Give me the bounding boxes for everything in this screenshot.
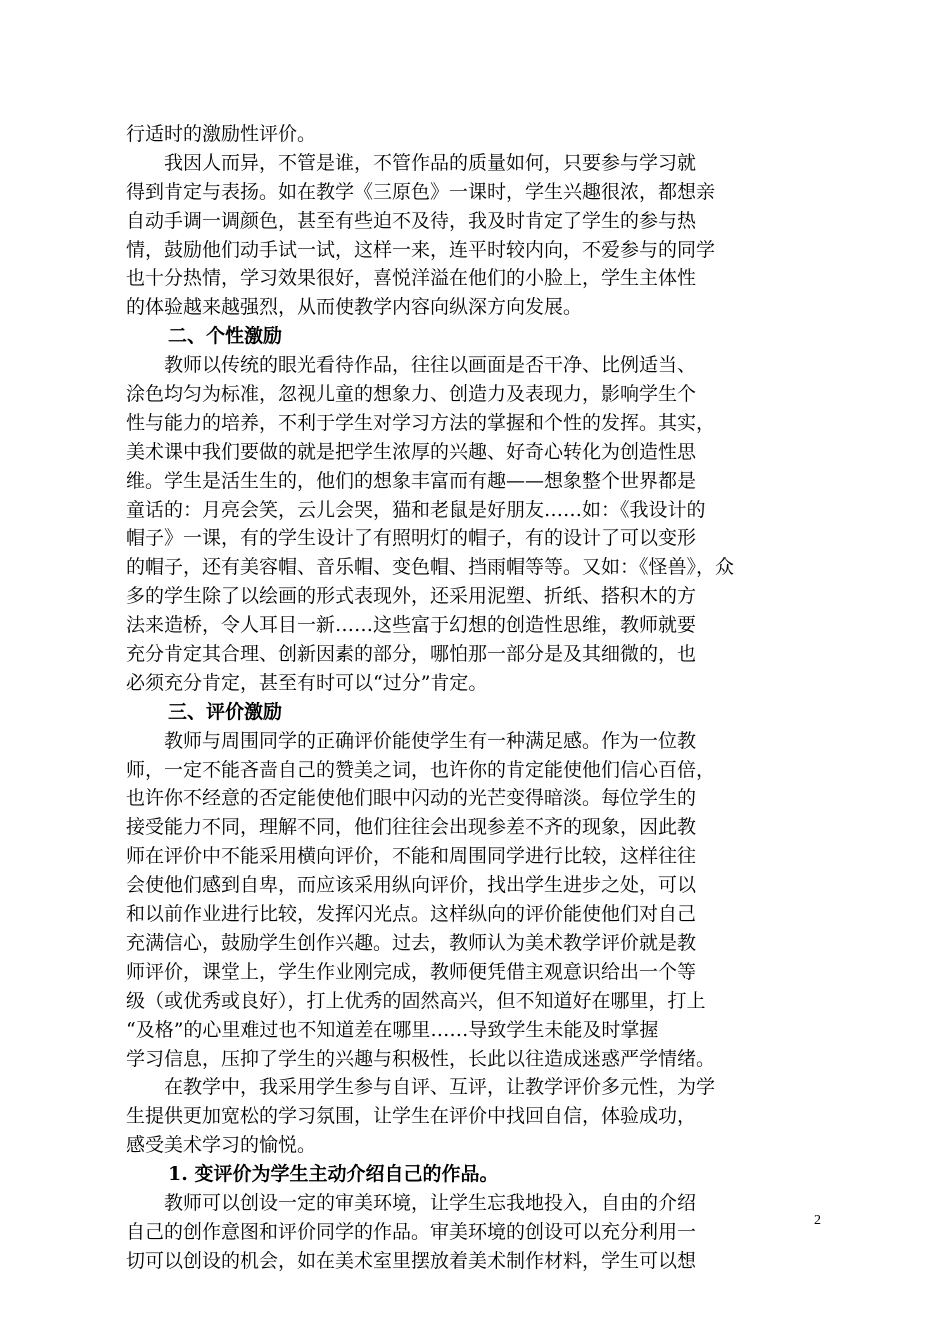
text-line: 维。学生是活生生的，他们的想象丰富而有趣——想象整个世界都是 xyxy=(126,469,697,492)
text-line: 帽子》一课，有的学生设计了有照明灯的帽子，有的设计了可以变形 xyxy=(126,527,697,550)
text-line: 我因人而异，不管是谁，不管作品的质量如何，只要参与学习就 xyxy=(126,151,697,174)
text-line: 师评价，课堂上，学生作业刚完成，教师便凭借主观意识给出一个等 xyxy=(126,960,697,983)
text-line: 法来造桥，令人耳目一新……这些富于幻想的创造性思维，教师就要 xyxy=(126,614,697,637)
text-line: 感受美术学习的愉悦。 xyxy=(126,1134,317,1157)
text-line: 美术课中我们要做的就是把学生浓厚的兴趣、好奇心转化为创造性思 xyxy=(126,440,697,463)
text-line: 涂色均匀为标准，忽视儿童的想象力、创造力及表现力，影响学生个 xyxy=(126,383,697,406)
text-line: 切可以创设的机会，如在美术室里摆放着美术制作材料，学生可以想 xyxy=(126,1249,697,1272)
text-line: 得到肯定与表扬。如在教学《三原色》一课时，学生兴趣很浓，都想亲 xyxy=(126,180,716,203)
subsection-heading: 1. 变评价为学生主动介绍自己的作品。 xyxy=(168,1163,499,1186)
section-heading: 三、评价激励 xyxy=(168,700,283,723)
text-line: 学习信息，压抑了学生的兴趣与积极性，长此以往造成迷惑严学情绪。 xyxy=(126,1047,716,1070)
text-line: 充满信心，鼓励学生创作兴趣。过去，教师认为美术教学评价就是教 xyxy=(126,931,697,954)
text-line: “及格”的心里难过也不知道差在哪里……导致学生未能及时掌握 xyxy=(126,1018,659,1041)
text-line: 的体验越来越强烈，从而使教学内容向纵深方向发展。 xyxy=(126,296,583,319)
text-line: 也许你不经意的否定能使他们眼中闪动的光芒变得暗淡。每位学生的 xyxy=(126,787,697,810)
text-line: 和以前作业进行比较，发挥闪光点。这样纵向的评价能使他们对自己 xyxy=(126,903,697,926)
text-line: 也十分热情，学习效果很好，喜悦洋溢在他们的小脸上，学生主体性 xyxy=(126,267,697,290)
text-line: 接受能力不同，理解不同，他们往往会出现参差不齐的现象，因此教 xyxy=(126,816,697,839)
text-line: 情，鼓励他们动手试一试，这样一来，连平时较内向，不爱参与的同学 xyxy=(126,238,716,261)
text-line: 教师以传统的眼光看待作品，往往以画面是否干净、比例适当、 xyxy=(126,354,697,377)
text-line: 行适时的激励性评价。 xyxy=(126,123,317,145)
text-line: 多的学生除了以绘画的形式表现外，还采用泥塑、折纸、搭积木的方 xyxy=(126,585,697,608)
text-line: 在教学中，我采用学生参与自评、互评，让教学评价多元性，为学 xyxy=(126,1076,716,1099)
text-line: 教师可以创设一定的审美环境，让学生忘我地投入，自由的介绍 xyxy=(126,1191,697,1214)
page-number: 2 xyxy=(814,1213,821,1228)
text-line: 师在评价中不能采用横向评价，不能和周围同学进行比较，这样往往 xyxy=(126,845,697,868)
section-heading: 二、个性激励 xyxy=(168,325,283,348)
text-line: 自动手调一调颜色，甚至有些迫不及待，我及时肯定了学生的参与热 xyxy=(126,209,697,232)
text-line: 生提供更加宽松的学习氛围，让学生在评价中找回自信，体验成功， xyxy=(126,1105,697,1128)
text-line: 会使他们感到自卑，而应该采用纵向评价，找出学生进步之处，可以 xyxy=(126,874,697,897)
text-line: 师，一定不能吝啬自己的赞美之词，也许你的肯定能使他们信心百倍， xyxy=(126,758,716,781)
text-line: 级（或优秀或良好），打上优秀的固然高兴，但不知道好在哪里，打上 xyxy=(126,989,706,1012)
text-line: 的帽子，还有美容帽、音乐帽、变色帽、挡雨帽等等。又如：《怪兽》，众 xyxy=(126,556,735,579)
text-line: 必须充分肯定，甚至有时可以“过分”肯定。 xyxy=(126,671,488,694)
text-line: 教师与周围同学的正确评价能使学生有一种满足感。作为一位教 xyxy=(126,729,697,752)
document-body xyxy=(126,120,826,1276)
text-line: 性与能力的培养，不利于学生对学习方法的掌握和个性的发挥。其实， xyxy=(126,411,716,434)
text-line: 充分肯定其合理、创新因素的部分，哪怕那一部分是及其细微的，也 xyxy=(126,643,697,666)
text-line: 童话的：月亮会笑，云儿会哭，猫和老鼠是好朋友……如：《我设计的 xyxy=(126,498,706,521)
text-line: 自己的创作意图和评价同学的作品。审美环境的创设可以充分利用一 xyxy=(126,1220,697,1243)
